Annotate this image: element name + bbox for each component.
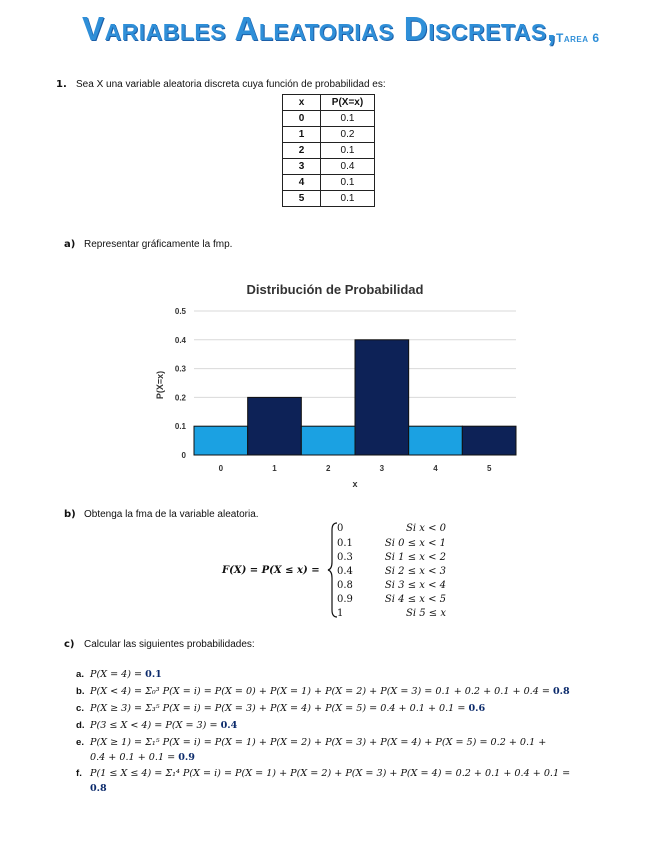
- table-cell-x: 1: [283, 127, 321, 143]
- bar-x-0: [194, 426, 248, 455]
- probability-item: [76, 686, 570, 697]
- part-a-text: Representar gráficamente la fmp.: [84, 239, 233, 250]
- probability-item: [76, 720, 238, 731]
- item-label: c.: [76, 703, 85, 714]
- probability-bar-chart: [0, 275, 655, 495]
- item-expression: P(3 ≤ X < 4) = P(X = 3) =: [90, 720, 218, 731]
- cdf-case-value: 0.1: [337, 538, 353, 549]
- item-label: f.: [76, 768, 82, 779]
- item-label: d.: [76, 720, 85, 731]
- cdf-case-value: 0.3: [337, 552, 353, 563]
- cdf-case-condition: Si 4 ≤ x < 5: [384, 594, 446, 605]
- item-expression: P(1 ≤ X ≤ 4) = Σ₁⁴ P(X = i) = P(X = 1) + P(X = 2) + P(X = 3) + P(X = 4) = 0.2 + 0.1 + 0.4 + 0.1 =: [90, 768, 571, 779]
- cdf-case-value: 0.8: [337, 580, 353, 591]
- cdf-case-value: 0.9: [337, 594, 353, 605]
- x-tick-label: 5: [486, 464, 492, 473]
- item-label: a.: [76, 669, 85, 680]
- x-tick-label: 3: [379, 464, 385, 473]
- table-cell-x: 2: [283, 143, 321, 159]
- cdf-case-condition: Si 5 ≤ x: [406, 608, 446, 619]
- part-c-text: Calcular las siguientes probabilidades:: [84, 639, 255, 650]
- item-continuation: 0.4 + 0.1 + 0.1 =: [90, 752, 176, 763]
- assignment-tag: Tarea 6: [556, 31, 600, 45]
- table-header-p: P(X=x): [321, 95, 375, 111]
- x-axis-label: x: [352, 479, 358, 489]
- table-cell-x: 5: [283, 191, 321, 207]
- y-axis-label: P(X=x): [155, 370, 165, 400]
- item-answer: 0.9: [178, 752, 195, 763]
- item-answer: 0.8: [90, 783, 107, 794]
- bar-x-3: [355, 340, 409, 455]
- cdf-case-condition: Si 2 ≤ x < 3: [384, 566, 446, 577]
- y-tick-label: 0.3: [174, 364, 186, 374]
- y-tick-label: 0: [181, 451, 186, 460]
- table-header-x: x: [283, 95, 321, 111]
- part-b-label: b): [64, 509, 76, 520]
- probability-item: [76, 737, 547, 748]
- y-tick-label: 0.2: [174, 393, 186, 403]
- table-row: [283, 175, 375, 191]
- y-tick-label: 0.5: [174, 307, 186, 316]
- table-row: [283, 111, 375, 127]
- cdf-case-value: 1: [337, 608, 344, 619]
- cdf-case-condition: Si 1 ≤ x < 2: [384, 552, 446, 563]
- bar-x-2: [301, 426, 355, 455]
- y-tick-label: 0.4: [174, 335, 186, 345]
- item-expression: P(X < 4) = Σ₀³ P(X = i) = P(X = 0) + P(X = 1) + P(X = 2) + P(X = 3) = 0.1 + 0.2 + 0.1 + 0.4 =: [90, 686, 550, 697]
- x-tick-label: 2: [325, 464, 331, 473]
- cdf-lhs: F(X) = P(X ≤ x) =: [222, 565, 320, 576]
- x-tick-label: 1: [272, 464, 277, 473]
- bar-x-4: [409, 426, 463, 455]
- table-cell-p: 0.1: [321, 111, 375, 127]
- bar-x-1: [248, 397, 302, 455]
- table-cell-x: 0: [283, 111, 321, 127]
- table-row: [283, 127, 375, 143]
- cdf-case-value: 0: [337, 523, 344, 534]
- part-a-label: a): [64, 239, 76, 250]
- cdf-case-condition: Si 0 ≤ x < 1: [384, 538, 446, 549]
- cdf-case-condition: Si x < 0: [406, 523, 446, 534]
- cdf-case-condition: Si 3 ≤ x < 4: [384, 580, 446, 591]
- item-answer: 0.8: [552, 686, 570, 697]
- item-answer: 0.6: [468, 703, 486, 714]
- item-expression: P(X = 4) =: [90, 669, 143, 680]
- item-answer: 0.1: [145, 669, 162, 680]
- probability-item: [76, 703, 486, 714]
- question-text: Sea X una variable aleatoria discreta cuya función de probabilidad es:: [76, 79, 386, 90]
- bar-x-5: [462, 426, 516, 455]
- probability-item: [76, 768, 571, 779]
- probability-item: [76, 669, 162, 680]
- probability-item-continuation: [90, 783, 107, 794]
- cdf-case-value: 0.4: [337, 566, 353, 577]
- table-cell-x: 4: [283, 175, 321, 191]
- part-b-text: Obtenga la fma de la variable aleatoria.: [84, 509, 259, 520]
- table-row: [283, 143, 375, 159]
- part-c-label: c): [64, 639, 75, 650]
- probability-table: [282, 94, 375, 207]
- question-number: 1.: [56, 79, 67, 90]
- x-tick-label: 4: [433, 464, 438, 473]
- table-cell-p: 0.4: [321, 159, 375, 175]
- item-expression: P(X ≥ 1) = Σ₁⁵ P(X = i) = P(X = 1) + P(X = 2) + P(X = 3) + P(X = 4) + P(X = 5) = 0.2 + 0.1 +: [90, 737, 547, 748]
- page-title: Variables Aleatorias Discretas,: [82, 10, 557, 47]
- table-header-row: [283, 95, 375, 111]
- table-cell-p: 0.2: [321, 127, 375, 143]
- item-label: e.: [76, 737, 85, 748]
- x-tick-label: 0: [218, 464, 224, 473]
- table-row: [283, 191, 375, 207]
- chart-title: Distribución de Probabilidad: [246, 282, 424, 297]
- table-cell-p: 0.1: [321, 143, 375, 159]
- item-label: b.: [76, 686, 85, 697]
- table-cell-p: 0.1: [321, 175, 375, 191]
- table-cell-p: 0.1: [321, 191, 375, 207]
- table-row: [283, 159, 375, 175]
- y-tick-label: 0.1: [174, 422, 186, 432]
- probability-item-continuation: [90, 752, 195, 763]
- item-expression: P(X ≥ 3) = Σ₃⁵ P(X = i) = P(X = 3) + P(X = 4) + P(X = 5) = 0.4 + 0.1 + 0.1 =: [90, 703, 466, 714]
- table-cell-x: 3: [283, 159, 321, 175]
- item-answer: 0.4: [220, 720, 238, 731]
